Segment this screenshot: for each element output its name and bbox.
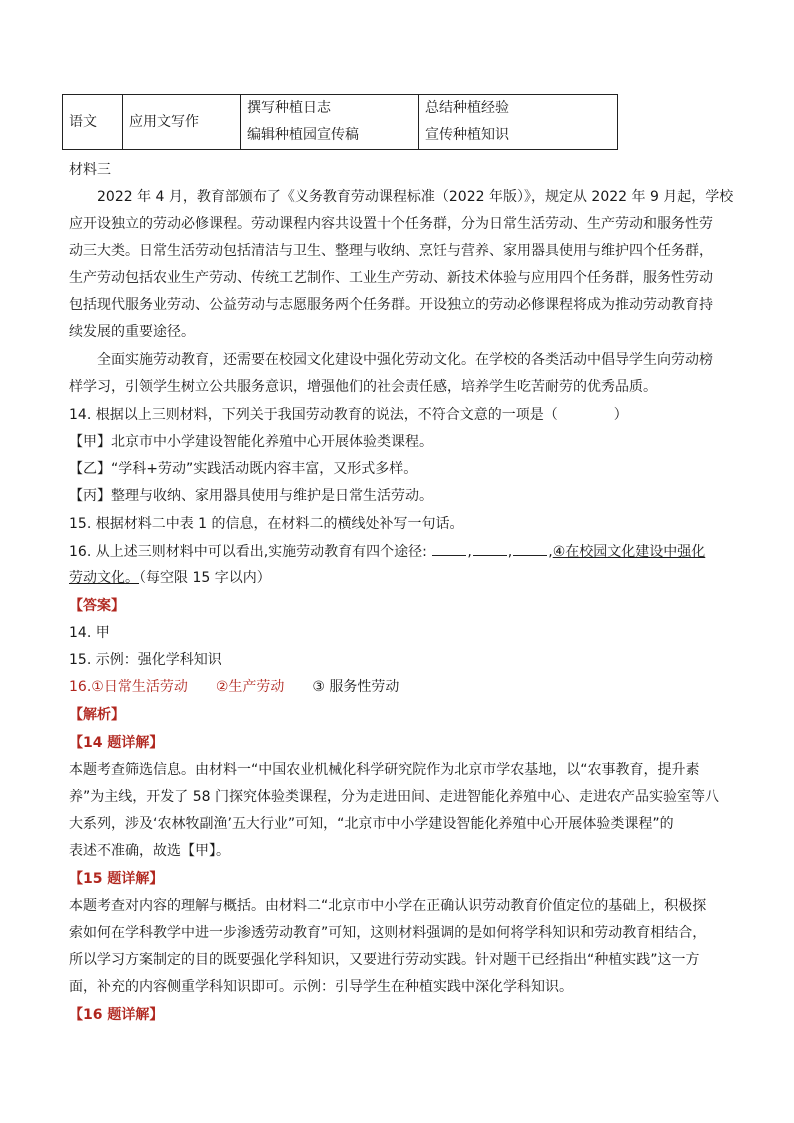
analysis-15-line: 所以学习方案制定的目的既要强化学科知识，又要进行劳动实践。针对题干已经指出“种植实践”这一方: [69, 952, 700, 968]
option-jia: 【甲】北京市中小学建设智能化养殖中心开展体验类课程。: [69, 434, 433, 450]
answer-heading: 【答案】: [69, 598, 125, 614]
question-16-text: 16. 从上述三则材料中可以看出,实施劳动教育有四个途径:: [69, 544, 427, 560]
analysis-14-line: 养”为主线，开发了 58 门探究体验类课程，分为走进田间、走进智能化养殖中心、走进农产品实验室等八: [69, 789, 719, 805]
answer-16-item: ②生产劳动: [215, 679, 285, 695]
material3-p1-line: 包括现代服务业劳动、公益劳动与志愿服务两个任务群。开设独立的劳动必修课程将成为推动劳动教育持: [69, 297, 713, 313]
question-16-cont: [69, 568, 271, 588]
question-14-close: ）: [613, 407, 628, 423]
answer-14: 14. 甲: [69, 625, 110, 641]
analysis-16-heading: 【16 题详解】: [69, 1007, 164, 1023]
word-limit-note: （每空限 15 字以内）: [139, 570, 271, 586]
analysis-15-heading: 【15 题详解】: [69, 871, 164, 887]
table-row: [63, 95, 618, 150]
fourth-path: ④在校园文化建设中强化: [552, 544, 706, 560]
goal-item: 宣传种植知识: [425, 127, 509, 143]
fourth-path-cont: 劳动文化。: [69, 570, 139, 586]
material3-p1-line: 2022 年 4 月，教育部颁布了《义务教育劳动课程标准（2022 年版）》，规定从 2022 年 9 月起，学校: [97, 189, 734, 205]
analysis-heading: 【解析】: [69, 707, 125, 723]
material3-p1-line: 续发展的重要途径。: [69, 324, 195, 340]
category-cell: 应用文写作: [123, 95, 241, 150]
answer-16-item: ③ 服务性劳动: [312, 679, 400, 695]
material3-p2-line: 样学习，引领学生树立公共服务意识，增强他们的社会责任感，培养学生吃苦耐劳的优秀品质。: [69, 379, 657, 395]
answer-blank: [513, 541, 547, 556]
answer-16-item: ①日常生活劳动: [91, 679, 188, 695]
analysis-14-line: 本题考查筛选信息。由材料一“中国农业机械化科学研究院作为北京市学农基地，以“农事教育，提升素: [69, 762, 700, 778]
analysis-14-line: 大系列，涉及‘农林牧副渔’五大行业”可知，“北京市中小学建设智能化养殖中心开展体验类课程”的: [69, 816, 674, 832]
material3-p1-line: 动三大类。日常生活劳动包括清洁与卫生、整理与收纳、烹饪与营养、家用器具使用与维护四个任务群，: [69, 243, 713, 259]
material3-title: 材料三: [69, 162, 111, 178]
subject-cell: 语文: [63, 95, 123, 150]
material3-p1-line: 应开设独立的劳动必修课程。劳动课程内容共设置十个任务群，分为日常生活劳动、生产劳动和服务性劳: [69, 216, 713, 232]
analysis-15-line: 面，补充的内容侧重学科知识即可。示例：引导学生在种植实践中深化学科知识。: [69, 979, 573, 995]
goal-item: 总结种植经验: [425, 100, 509, 116]
option-bing: 【丙】整理与收纳、家用器具使用与维护是日常生活劳动。: [69, 488, 433, 504]
blank-separator: ,: [467, 544, 472, 560]
analysis-14-line: 表述不准确，故选【甲】。: [69, 843, 230, 859]
question-16: [69, 541, 705, 562]
material3-p1-line: 生产劳动包括农业生产劳动、传统工艺制作、工业生产劳动、新技术体验与应用四个任务群，服务性劳动: [69, 270, 713, 286]
curriculum-table: [62, 94, 618, 150]
answer-blank: [473, 541, 507, 556]
analysis-14-heading: 【14 题详解】: [69, 735, 164, 751]
question-14-text: 14. 根据以上三则材料，下列关于我国劳动教育的说法，不符合文意的一项是（: [69, 407, 558, 423]
option-yi: 【乙】“学科+劳动”实践活动既内容丰富，又形式多样。: [69, 461, 418, 477]
question-15: 15. 根据材料二中表 1 的信息，在材料二的横线处补写一句话。: [69, 516, 464, 532]
answer-15: 15. 示例：强化学科知识: [69, 652, 222, 668]
activities-cell: [241, 95, 419, 150]
material3-p2-line: 全面实施劳动教育，还需要在校园文化建设中强化劳动文化。在学校的各类活动中倡导学生向劳动榜: [97, 352, 713, 368]
activity-item: 编辑种植园宣传稿: [247, 127, 359, 143]
goals-cell: [419, 95, 618, 150]
answer-16-num: 16.: [69, 679, 92, 695]
analysis-15-line: 本题考查对内容的理解与概括。由材料二“北京市中小学在正确认识劳动教育价值定位的基础上，积极探: [69, 898, 707, 914]
question-14: [69, 405, 628, 425]
answer-16: [69, 677, 399, 697]
answer-blank: [432, 541, 466, 556]
analysis-15-line: 索如何在学科教学中进一步渗透劳动教育”可知，这则材料强调的是如何将学科知识和劳动教育相结合，: [69, 925, 707, 941]
activity-item: 撰写种植日志: [247, 100, 331, 116]
blank-separator: ,: [548, 544, 553, 560]
blank-separator: ,: [507, 544, 513, 560]
